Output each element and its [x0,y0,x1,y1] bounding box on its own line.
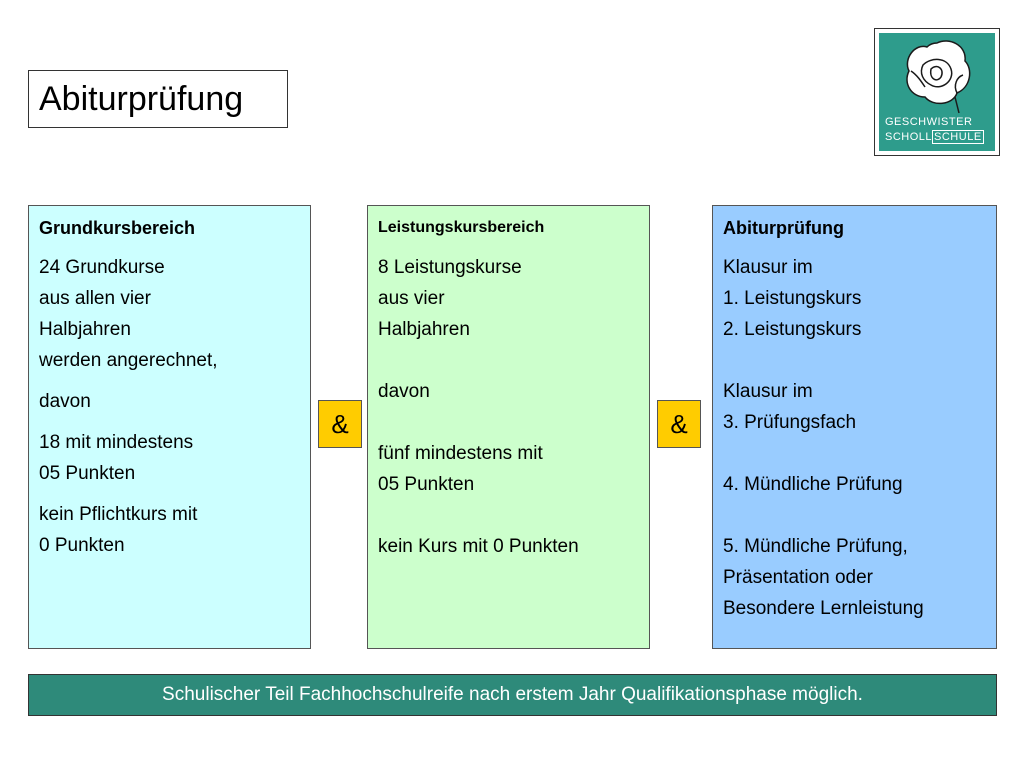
logo-text-line1: GESCHWISTER [885,116,973,128]
leistungskurs-line: fünf mindestens mit [378,443,543,464]
grundkurs-line: 24 Grundkurse [39,257,165,278]
logo-background [879,33,995,151]
leistungskurs-line: davon [378,381,430,402]
grundkurs-line: 18 mit mindestens [39,432,194,453]
connector-ampersand: & [657,400,701,448]
grundkurs-line: Halbjahren [39,319,131,340]
page-title: Abiturprüfung [39,80,244,118]
grundkurs-box [28,205,311,649]
leistungskurs-line: 05 Punkten [378,474,475,495]
leistungskurs-box [367,205,650,649]
abitur-line: Besondere Lernleistung [723,598,924,619]
grundkurs-line: werden angerechnet, [39,350,218,371]
leistungskurs-line: 8 Leistungskurse [378,257,522,278]
rose-logo-icon [897,35,977,115]
logo-text-line2 [885,132,984,143]
abitur-heading: Abiturprüfung [723,218,844,238]
footer-banner [28,674,997,716]
grundkurs-line: davon [39,391,91,412]
abitur-line: 1. Leistungskurs [723,288,862,309]
abitur-line: 4. Mündliche Prüfung [723,474,903,495]
grundkurs-heading: Grundkursbereich [39,218,196,238]
page-title-box [28,70,288,128]
grundkurs-line: 05 Punkten [39,463,136,484]
abitur-line: 5. Mündliche Prüfung, [723,536,908,557]
abitur-line: Klausur im [723,381,813,402]
abitur-line: 3. Prüfungsfach [723,412,857,433]
logo-text-schule: SCHULE [934,131,982,143]
abitur-line: 2. Leistungskurs [723,319,862,340]
footer-text: Schulischer Teil Fachhochschulreife nach erstem Jahr Qualifikationsphase möglich. [162,684,863,705]
grundkurs-line: kein Pflichtkurs mit [39,504,198,525]
abitur-line: Klausur im [723,257,813,278]
grundkurs-line: aus allen vier [39,288,151,309]
abitur-line: Präsentation oder [723,567,873,588]
leistungskurs-line: kein Kurs mit 0 Punkten [378,536,579,557]
leistungskurs-line: aus vier [378,288,445,309]
leistungskurs-line: Halbjahren [378,319,470,340]
abiturpruefung-box [712,205,997,649]
grundkurs-line: 0 Punkten [39,535,125,556]
leistungskurs-heading: Leistungskursbereich [378,219,545,236]
connector-ampersand: & [318,400,362,448]
logo-text-scholl: SCHOLL [885,131,933,143]
school-logo [874,28,1000,156]
